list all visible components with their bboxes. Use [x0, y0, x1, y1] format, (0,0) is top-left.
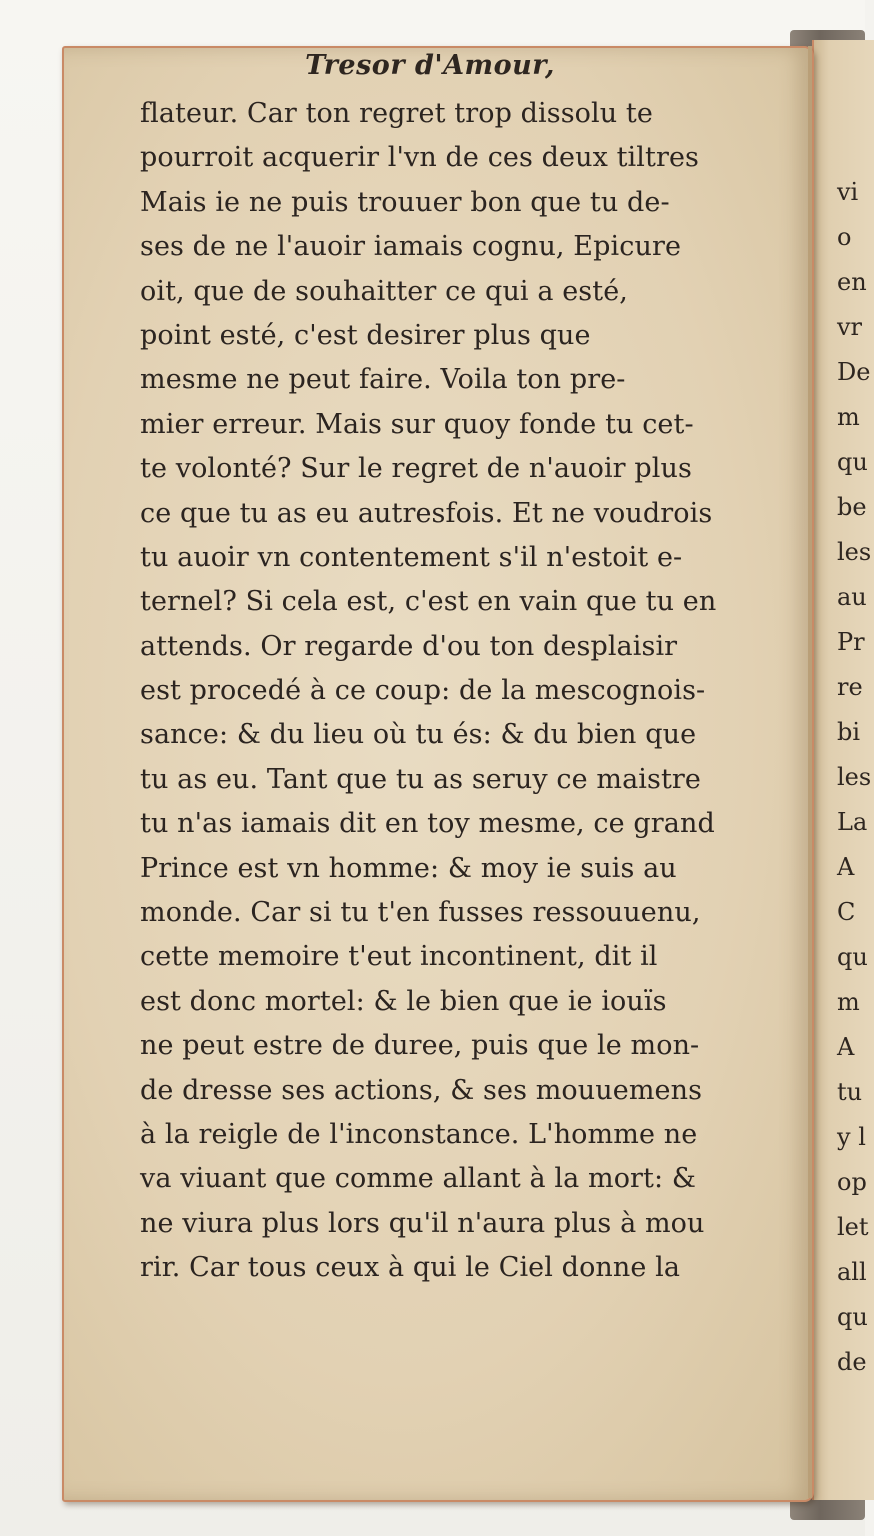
right-page-line: qu	[837, 448, 868, 476]
right-page-line: A	[837, 1033, 855, 1061]
text-line: Prince est vn homme: & moy ie suis au	[140, 852, 677, 884]
right-page-line: all	[837, 1258, 867, 1286]
text-line: ne peut estre de duree, puis que le mon-	[140, 1030, 700, 1062]
right-page-line: qu	[837, 1303, 868, 1331]
right-page-line: qu	[837, 943, 868, 971]
right-page-line: de	[837, 1348, 867, 1376]
text-line: oit, que de souhaitter ce qui a esté,	[140, 275, 628, 307]
right-page-line: en	[837, 268, 867, 296]
right-page-line: let	[837, 1213, 869, 1241]
text-line: est procedé à ce coup: de la mescognois-	[140, 675, 706, 707]
right-page-line: De	[837, 358, 871, 386]
text-line: point esté, c'est desirer plus que	[140, 319, 591, 351]
text-line: est donc mortel: & le bien que ie iouïs	[140, 985, 667, 1017]
text-line: ce que tu as eu autresfois. Et ne voudrois	[140, 497, 713, 529]
text-line: tu as eu. Tant que tu as seruy ce maistre	[140, 763, 701, 795]
text-line: va viuant que comme allant à la mort: &	[140, 1163, 697, 1195]
right-page-line: o	[837, 223, 852, 251]
text-line: rir. Car tous ceux à qui le Ciel donne la	[140, 1252, 681, 1284]
text-line: ternel? Si cela est, c'est en vain que tu en	[140, 586, 717, 618]
page-body-text	[140, 92, 795, 1291]
right-page-line: La	[837, 808, 868, 836]
text-line: à la reigle de l'inconstance. L'homme ne	[140, 1118, 698, 1150]
text-line: monde. Car si tu t'en fusses ressouuenu,	[140, 897, 701, 929]
right-page-line: op	[837, 1168, 867, 1196]
text-line: mesme ne peut faire. Voila ton pre-	[140, 364, 626, 396]
right-page-line: vi	[837, 178, 859, 206]
right-page-line: m	[837, 988, 860, 1016]
text-line: mier erreur. Mais sur quoy fonde tu cet-	[140, 408, 694, 440]
text-line: te volonté? Sur le regret de n'auoir plus	[140, 453, 692, 485]
right-page-line: au	[837, 583, 867, 611]
text-line: flateur. Car ton regret trop dissolu te	[140, 98, 653, 129]
page-edge	[808, 46, 812, 1498]
text-line: cette memoire t'eut incontinent, dit il	[140, 941, 658, 973]
right-page-line: be	[837, 493, 867, 521]
right-page-line: C	[837, 898, 856, 926]
right-page-line: m	[837, 403, 860, 431]
right-page-text	[837, 170, 872, 1385]
text-line: tu n'as iamais dit en toy mesme, ce grand	[140, 808, 715, 840]
text-line: de dresse ses actions, & ses mouuemens	[140, 1074, 703, 1106]
right-page-line: Pr	[837, 628, 865, 656]
right-page-line: A	[837, 853, 855, 881]
text-line: ne viura plus lors qu'il n'aura plus à mou	[140, 1207, 705, 1239]
right-page-line: vr	[837, 313, 863, 341]
running-head: Tresor d'Amour,	[305, 50, 555, 81]
right-page-line: les	[837, 538, 872, 566]
text-line: sance: & du lieu où tu és: & du bien que	[140, 719, 697, 751]
text-line: pourroit acquerir l'vn de ces deux tiltres	[140, 142, 700, 174]
right-page-line: bi	[837, 718, 861, 746]
right-page-line: re	[837, 673, 863, 701]
text-line: Mais ie ne puis trouuer bon que tu de-	[140, 186, 670, 218]
right-page-line: tu	[837, 1078, 863, 1106]
text-line: attends. Or regarde d'ou ton desplaisir	[140, 630, 678, 662]
right-page-line: y l	[837, 1123, 866, 1151]
text-line: tu auoir vn contentement s'il n'estoit e-	[140, 541, 683, 573]
text-line: ses de ne l'auoir iamais cognu, Epicure	[140, 231, 682, 263]
right-page-line: les	[837, 763, 872, 791]
